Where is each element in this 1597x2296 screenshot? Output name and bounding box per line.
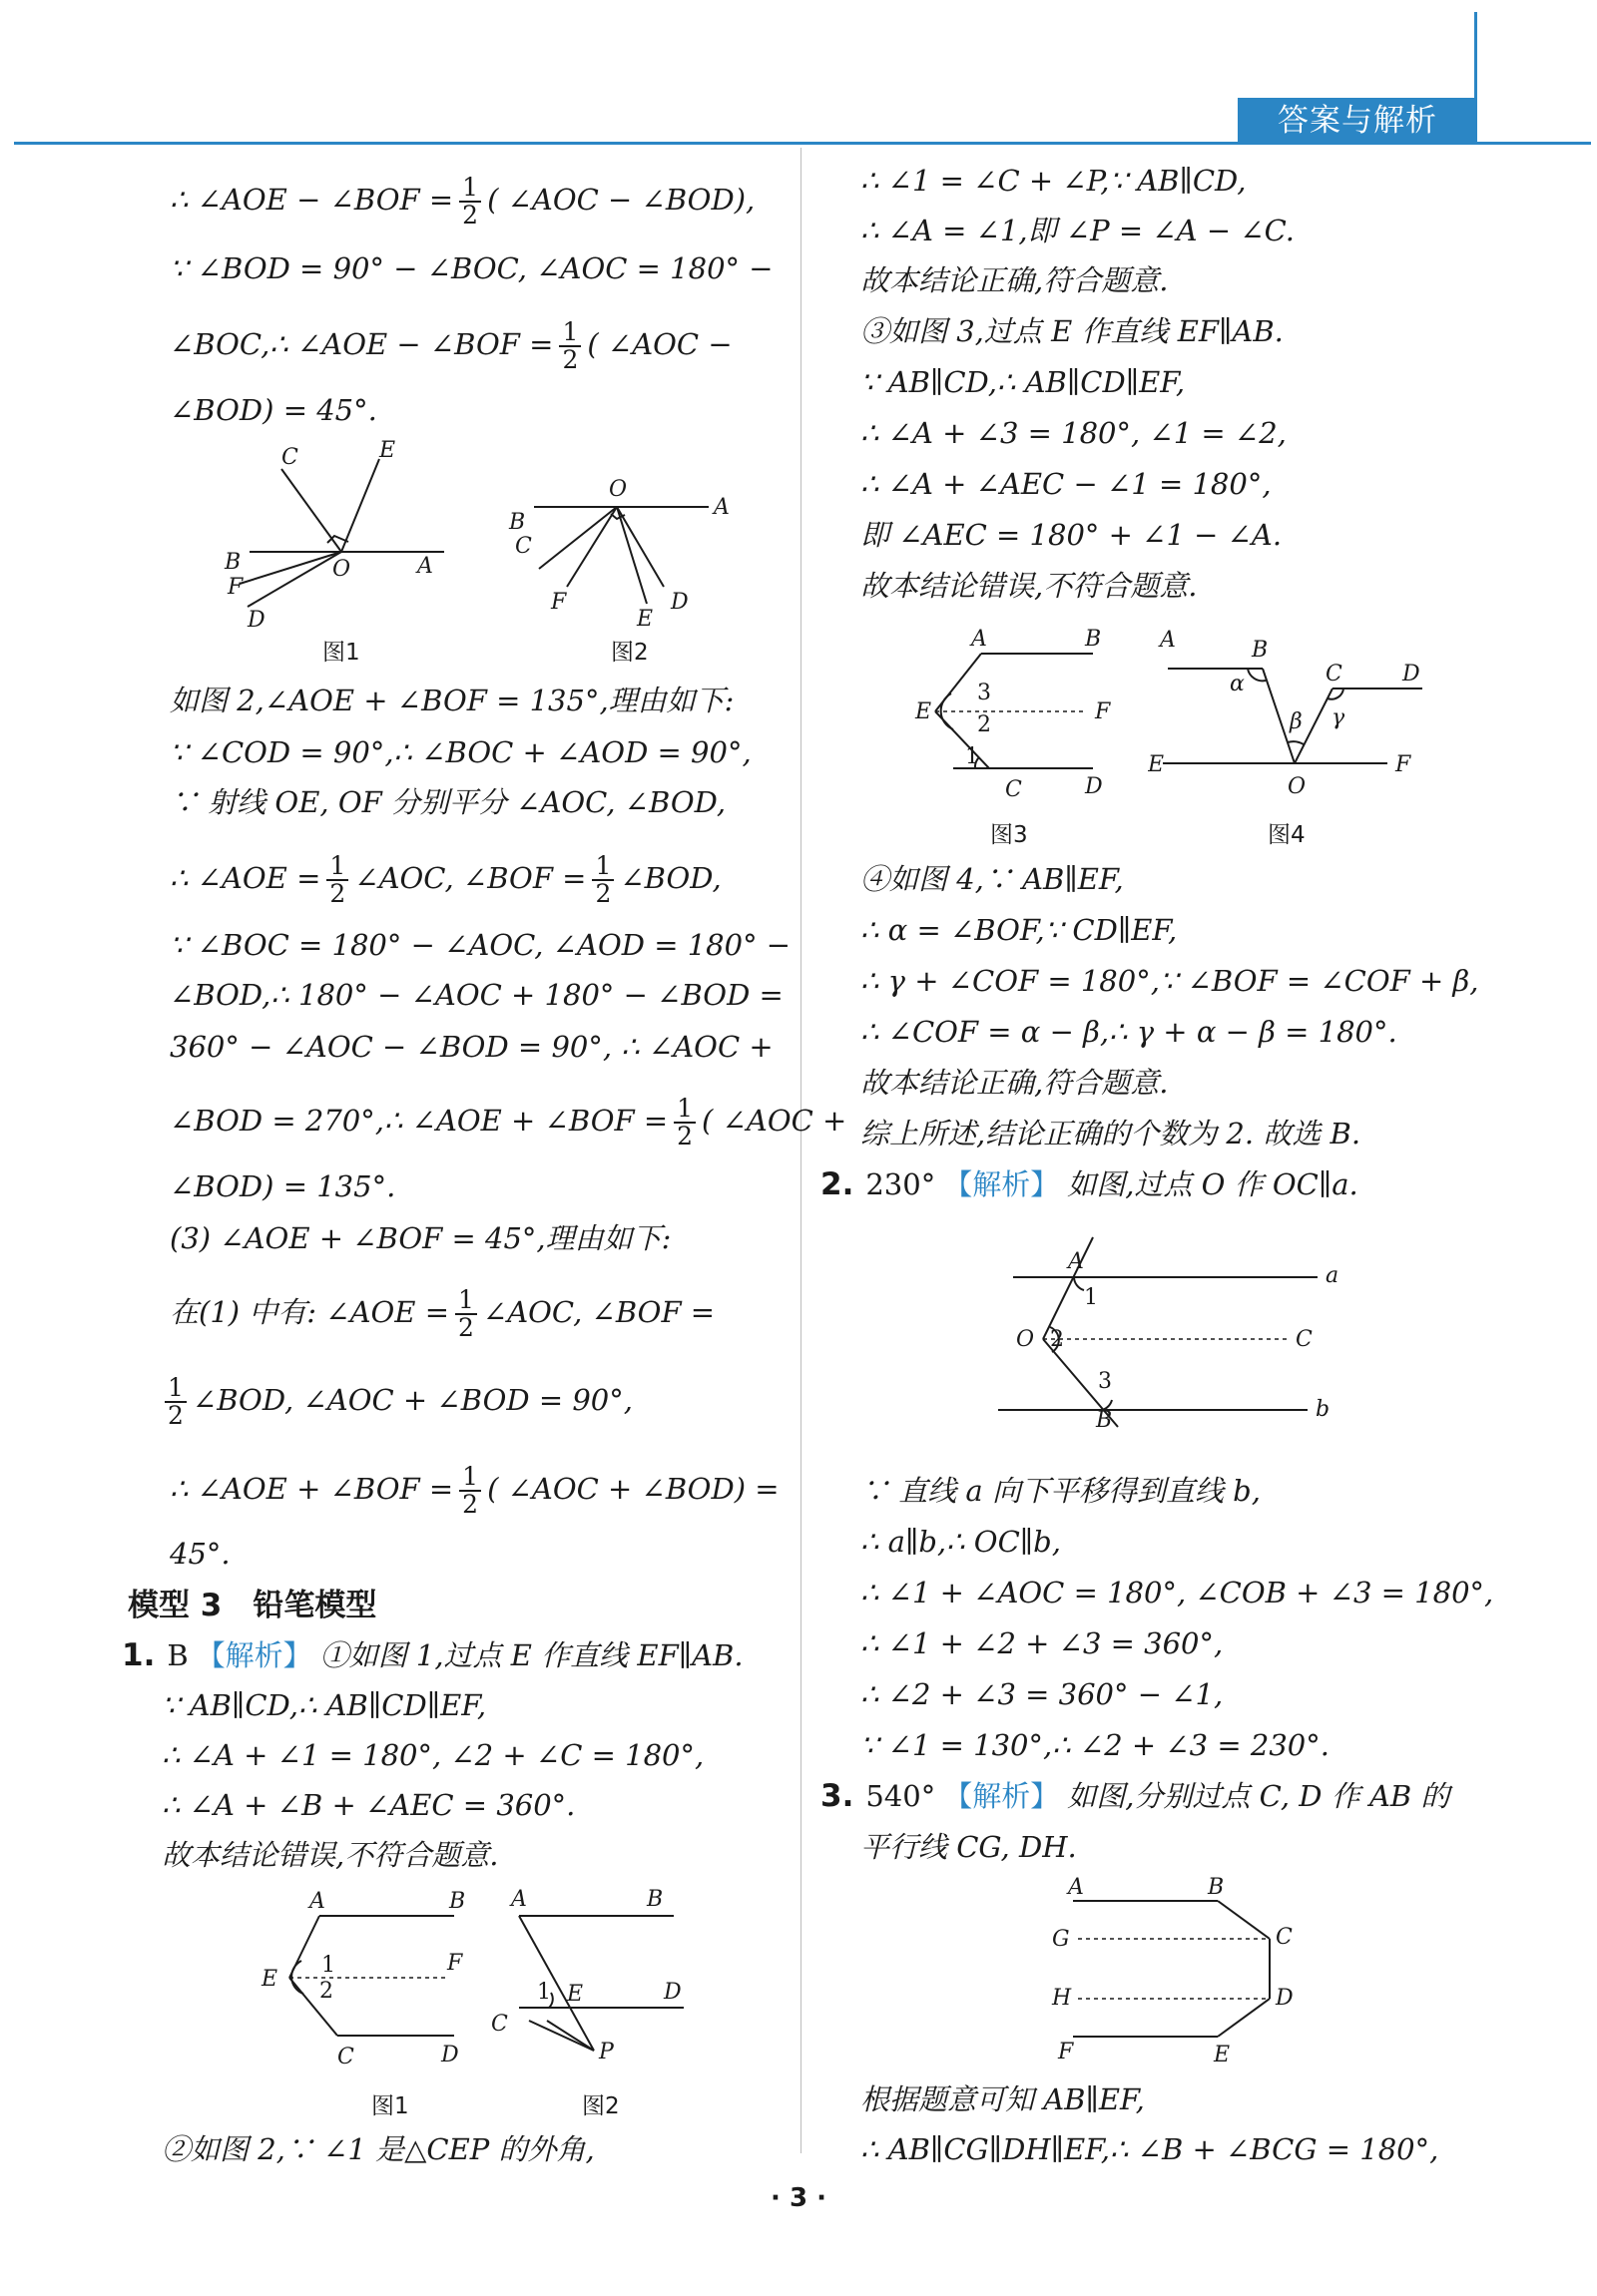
column-divider: [800, 148, 801, 2153]
text-line: 故本结论错误,不符合题意.: [162, 1838, 499, 1872]
text-line: ∴ ∠COF = α − β,∴ γ + α − β = 180°.: [860, 1015, 1397, 1049]
figure-q2: [988, 1232, 1347, 1436]
point-label: A: [417, 554, 433, 579]
figure-q3: [1038, 1874, 1298, 2072]
text-line: (3) ∠AOE + ∠BOF = 45°,理由如下:: [170, 1221, 672, 1255]
point-label: D: [664, 1980, 682, 2005]
angle-label: 3: [977, 681, 991, 705]
point-label: B: [509, 510, 526, 535]
point-label: B: [449, 1889, 466, 1914]
point-label: B: [647, 1887, 664, 1912]
angle-label: 2: [1050, 1327, 1064, 1352]
text-line: ∠BOD) = 45°.: [170, 393, 377, 427]
point-label: F: [1395, 752, 1411, 777]
section-title: 模型 3 铅笔模型: [128, 1588, 377, 1623]
question-1-header: 1. B 【解析】 ①如图 1,过点 E 作直线 EF∥AB.: [122, 1637, 744, 1673]
point-label: O: [609, 477, 628, 502]
angle-label: 1: [321, 1953, 335, 1978]
text-line: 360° − ∠AOC − ∠BOD = 90°, ∴ ∠AOC +: [170, 1030, 774, 1064]
figure-caption: 图1: [322, 640, 360, 666]
point-label: H: [1052, 1986, 1072, 2011]
point-label: A: [309, 1889, 325, 1914]
analysis-tag: 【解析】: [943, 1167, 1060, 1201]
point-label: A: [1068, 1875, 1084, 1900]
angle-label: β: [1290, 709, 1303, 734]
figure-model-3: [913, 624, 1143, 812]
point-label: C: [1276, 1925, 1293, 1950]
point-label: F: [447, 1951, 463, 1976]
point-label: C: [1005, 777, 1022, 802]
text-line: ∵ 射线 OE, OF 分别平分 ∠AOC, ∠BOD,: [170, 785, 727, 819]
text-line: ∠BOD) = 135°.: [170, 1169, 396, 1203]
text-line: ∴ ∠A + ∠AEC − ∠1 = 180°,: [860, 467, 1272, 501]
text-line: ④如图 4,∵ AB∥EF,: [860, 862, 1124, 896]
point-label: D: [671, 590, 689, 615]
point-label: B: [1085, 627, 1102, 652]
point-label: E: [637, 607, 654, 632]
point-label: A: [511, 1887, 527, 1912]
point-label: G: [1052, 1927, 1070, 1952]
point-label: F: [551, 590, 567, 615]
point-label: D: [1085, 774, 1103, 799]
angle-label: γ: [1331, 705, 1345, 730]
answer: 540°: [865, 1779, 936, 1813]
text-line: ∴ ∠2 + ∠3 = 360° − ∠1,: [860, 1677, 1224, 1711]
point-label: D: [1402, 662, 1420, 687]
point-label: C: [491, 2012, 508, 2037]
text-line: ∴ ∠1 = ∠C + ∠P,∵ AB∥CD,: [860, 164, 1247, 198]
point-label: E: [262, 1967, 278, 1992]
figure-angles-2: [499, 469, 749, 643]
question-number: 1.: [122, 1637, 156, 1673]
text-line: 在(1) 中有: ∠AOE = $\frac{1}{2}$ ∠AOC, ∠BOF =: [170, 1285, 716, 1342]
angle-label: 2: [977, 712, 991, 737]
text-line: ②如图 2,∵ ∠1 是△CEP 的外角,: [162, 2132, 595, 2166]
point-label: D: [441, 2043, 459, 2067]
point-label: O: [1288, 774, 1307, 799]
text-line: ∴ α = ∠BOF,∵ CD∥EF,: [860, 913, 1178, 947]
point-label: A: [971, 627, 987, 652]
point-label: F: [228, 575, 244, 600]
text-line: ∴ ∠AOE − ∠BOF = $\frac{1}{2}$ ( ∠AOC − ∠BOD),: [170, 173, 756, 230]
text-line: ∴ ∠A = ∠1,即 ∠P = ∠A − ∠C.: [860, 214, 1296, 247]
text-line: 平行线 CG, DH.: [860, 1830, 1077, 1864]
point-label: C: [337, 2045, 354, 2069]
analysis-tag: 【解析】: [196, 1638, 312, 1672]
text-line: ∴ ∠A + ∠1 = 180°, ∠2 + ∠C = 180°,: [162, 1738, 705, 1772]
angle-label: 1: [1084, 1285, 1098, 1310]
text-line: $\frac{1}{2}$ ∠BOD, ∠AOC + ∠BOD = 90°,: [165, 1375, 633, 1429]
point-label: D: [1276, 1986, 1294, 2011]
point-label: A: [714, 495, 730, 520]
angle-label: α: [1230, 672, 1245, 696]
point-label: O: [332, 557, 351, 582]
point-label: F: [1095, 699, 1111, 724]
point-label: E: [567, 1982, 584, 2007]
question-3-header: 3. 540° 【解析】 如图,分别过点 C, D 作 AB 的: [820, 1778, 1450, 1814]
text-line: 故本结论正确,符合题意.: [860, 263, 1169, 297]
figure-caption: 图2: [611, 640, 649, 666]
text-line: ∠BOD = 270°,∴ ∠AOE + ∠BOF = $\frac{1}{2}$ ( ∠AOC +: [170, 1094, 847, 1150]
figure-caption: 图3: [990, 822, 1028, 848]
analysis-tag: 【解析】: [943, 1779, 1060, 1813]
text-line: 45°.: [170, 1537, 231, 1571]
answer: 230°: [865, 1167, 936, 1201]
text-line: ∵ ∠BOD = 90° − ∠BOC, ∠AOC = 180° −: [170, 251, 774, 285]
text-line: ∴ AB∥CG∥DH∥EF,∴ ∠B + ∠BCG = 180°,: [860, 2132, 1439, 2166]
text-line: ∴ ∠AOE = $\frac{1}{2}$ ∠AOC, ∠BOF = $\frac{1}{2}$ ∠BOD,: [170, 851, 722, 908]
point-label: E: [915, 699, 932, 724]
text-line: ∴ ∠1 + ∠AOC = 180°, ∠COB + ∠3 = 180°,: [860, 1576, 1494, 1609]
question-2-header: 2. 230° 【解析】 如图,过点 O 作 OC∥a.: [820, 1166, 1358, 1202]
text-line: 综上所述,结论正确的个数为 2. 故选 B.: [860, 1117, 1361, 1150]
point-label: C: [1326, 662, 1342, 687]
text-line: ∴ ∠AOE + ∠BOF = $\frac{1}{2}$ ( ∠AOC + ∠BOD) =: [170, 1462, 780, 1519]
text-line: ∠BOD,∴ 180° − ∠AOC + 180° − ∠BOD =: [170, 978, 784, 1012]
point-label: C: [1296, 1327, 1313, 1352]
point-label: E: [379, 439, 396, 463]
text-line: ∴ a∥b,∴ OC∥b,: [860, 1525, 1061, 1559]
point-label: F: [1058, 2040, 1074, 2065]
answer: B: [167, 1638, 189, 1672]
line-label: b: [1316, 1397, 1331, 1422]
header-rule: [14, 142, 1591, 145]
point-label: A: [1068, 1249, 1084, 1274]
point-label: C: [515, 534, 532, 559]
text-line: ③如图 3,过点 E 作直线 EF∥AB.: [860, 314, 1284, 348]
text-line: ∴ ∠A + ∠3 = 180°, ∠1 = ∠2,: [860, 416, 1287, 450]
angle-label: 1: [537, 1980, 551, 2005]
text-line: 即 ∠AEC = 180° + ∠1 − ∠A.: [860, 518, 1283, 552]
figure-model-4: [1148, 629, 1432, 812]
text-line: ∴ γ + ∠COF = 180°,∵ ∠BOF = ∠COF + β,: [860, 964, 1479, 998]
text-line: ∵ AB∥CD,∴ AB∥CD∥EF,: [162, 1688, 487, 1722]
text-line: 故本结论错误,不符合题意.: [860, 569, 1198, 603]
angle-label: 1: [965, 744, 979, 769]
point-label: D: [248, 608, 266, 629]
point-label: C: [281, 445, 298, 470]
point-label: B: [1252, 638, 1269, 663]
point-label: P: [599, 2040, 614, 2065]
angle-label: 3: [1098, 1369, 1112, 1394]
point-label: E: [1148, 752, 1165, 777]
figure-caption: 图1: [371, 2093, 409, 2119]
figure-caption: 图2: [582, 2093, 620, 2119]
text-line: ∴ ∠A + ∠B + ∠AEC = 360°.: [162, 1788, 576, 1822]
text-line: 故本结论正确,符合题意.: [860, 1066, 1169, 1100]
question-number: 3.: [820, 1778, 854, 1814]
point-label: E: [1214, 2043, 1231, 2067]
text-line: ∵ ∠BOC = 180° − ∠AOC, ∠AOD = 180° −: [170, 928, 792, 962]
text-line: 根据题意可知 AB∥EF,: [860, 2082, 1145, 2116]
page-number: · 3 ·: [771, 2183, 826, 2213]
point-label: B: [225, 550, 242, 575]
figure-pencil-2: [479, 1881, 709, 2084]
line-label: a: [1326, 1263, 1339, 1288]
text-line: ∴ ∠1 + ∠2 + ∠3 = 360°,: [860, 1626, 1224, 1660]
text-line: ∵ 直线 a 向下平移得到直线 b,: [860, 1474, 1261, 1508]
text-line: ∵ AB∥CD,∴ AB∥CD∥EF,: [860, 365, 1186, 399]
angle-label: 2: [319, 1979, 333, 2004]
section-tab: 答案与解析: [1238, 98, 1477, 144]
point-label: B: [1208, 1875, 1225, 1900]
figure-angles-1: [210, 439, 459, 633]
point-label: A: [1160, 629, 1176, 653]
question-number: 2.: [820, 1166, 854, 1202]
figure-caption: 图4: [1268, 822, 1306, 848]
point-label: O: [1016, 1327, 1035, 1352]
text-line: ∠BOC,∴ ∠AOE − ∠BOF = $\frac{1}{2}$ ( ∠AOC −: [170, 317, 733, 374]
text-line: ∵ ∠1 = 130°,∴ ∠2 + ∠3 = 230°.: [860, 1728, 1330, 1762]
text-line: 如图 2,∠AOE + ∠BOF = 135°,理由如下:: [170, 684, 735, 717]
figure-pencil-1: [250, 1886, 479, 2089]
point-label: B: [1096, 1408, 1113, 1432]
text-line: ∵ ∠COD = 90°,∴ ∠BOC + ∠AOD = 90°,: [170, 735, 752, 769]
